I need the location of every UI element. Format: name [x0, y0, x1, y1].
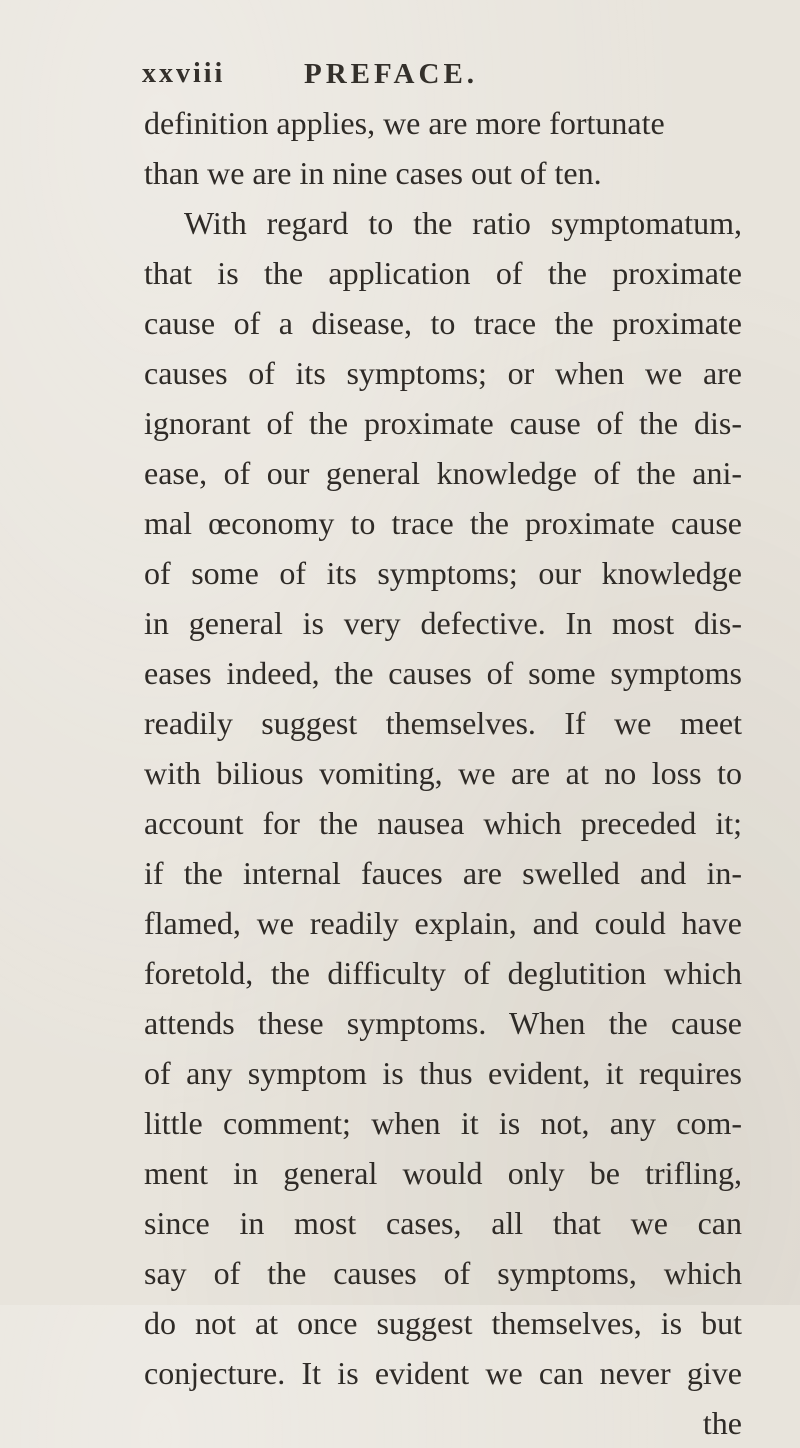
text-line: that is the application of the proximate: [144, 255, 742, 291]
text-line: in general is very defective. In most dis-: [144, 605, 742, 641]
text-line: if the internal fauces are swelled and in-: [144, 855, 742, 891]
catchword: the: [702, 1405, 742, 1441]
text-line: with bilious vomiting, we are at no loss to: [144, 755, 742, 791]
text-line: little comment; when it is not, any com-: [144, 1105, 742, 1141]
text-line: ease, of our general knowledge of the ani-: [144, 455, 742, 491]
text-line: cause of a disease, to trace the proximate: [144, 305, 742, 341]
text-line: say of the causes of symptoms, which: [144, 1255, 742, 1291]
text-line: attends these symptoms. When the cause: [144, 1005, 742, 1041]
text-line: account for the nausea which preceded it;: [144, 805, 742, 841]
text-line: flamed, we readily explain, and could have: [144, 905, 742, 941]
text-line: mal œconomy to trace the proximate cause: [144, 505, 742, 541]
page-number: xxviii: [142, 58, 226, 89]
text-line: than we are in nine cases out of ten.: [144, 155, 602, 191]
text-line: of some of its symptoms; our knowledge: [144, 555, 742, 591]
running-title: PREFACE.: [304, 58, 479, 90]
text-line: readily suggest themselves. If we meet: [144, 705, 742, 741]
running-head: [142, 52, 742, 96]
text-line: eases indeed, the causes of some symptoms: [144, 655, 742, 691]
text-line: definition applies, we are more fortunate: [144, 105, 665, 141]
text-line: of any symptom is thus evident, it requires: [144, 1055, 742, 1091]
paragraph-first-line: With regard to the ratio symptomatum,: [184, 205, 742, 241]
text-line: causes of its symptoms; or when we are: [144, 355, 742, 391]
text-line: foretold, the difficulty of deglutition which: [144, 955, 742, 991]
text-line: conjecture. It is evident we can never give: [144, 1355, 742, 1391]
text-line: since in most cases, all that we can: [144, 1205, 742, 1241]
body-text: [144, 98, 742, 1448]
text-line: ment in general would only be trifling,: [144, 1155, 742, 1191]
text-line: do not at once suggest themselves, is but: [144, 1305, 742, 1341]
text-line: ignorant of the proximate cause of the dis-: [144, 405, 742, 441]
